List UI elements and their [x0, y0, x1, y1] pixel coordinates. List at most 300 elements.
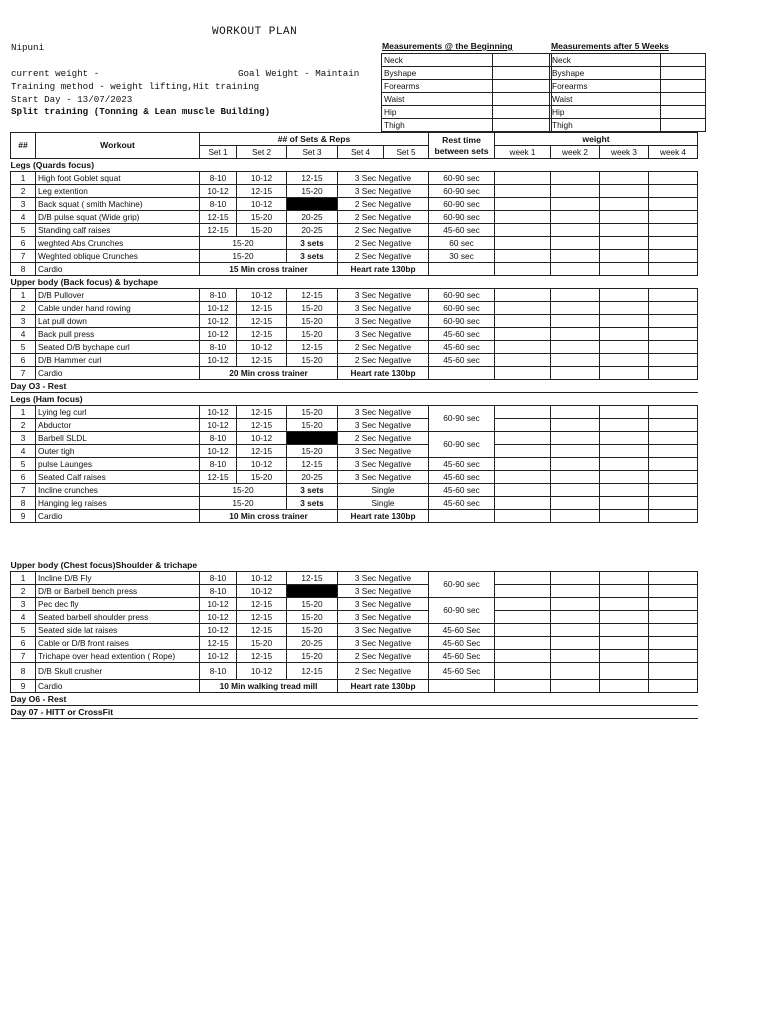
- set-2-reps: 10-12: [237, 432, 287, 445]
- set-1-reps: 8-10: [200, 341, 237, 354]
- week-3-weight: [600, 198, 649, 211]
- set-4-tempo: 2 Sec Negative: [338, 432, 429, 445]
- week-2-weight: [551, 211, 600, 224]
- week-1-weight: [495, 198, 551, 211]
- section-header-row: [11, 393, 698, 406]
- exercise-name: High foot Goblet squat: [36, 172, 200, 185]
- week-1-weight: [495, 406, 551, 419]
- exercise-number: 3: [11, 598, 36, 611]
- exercise-number: 3: [11, 198, 36, 211]
- set-4-tempo: 2 Sec Negative: [338, 211, 429, 224]
- workout-table: [10, 132, 698, 719]
- exercise-row: [11, 611, 698, 624]
- split-training: Split training (Tonning & Lean muscle Building): [11, 106, 271, 117]
- rest-day-label: Day O6 - Rest: [11, 693, 698, 706]
- set-3-reps: 15-20: [287, 611, 338, 624]
- week-2-weight: [551, 484, 600, 497]
- week-4-weight: [649, 624, 698, 637]
- exercise-row: [11, 419, 698, 432]
- week-4-weight: [649, 598, 698, 611]
- rest-time: 60-90 sec: [429, 406, 495, 432]
- week-2-weight: [551, 172, 600, 185]
- exercise-number: 1: [11, 289, 36, 302]
- set-1-reps: 10-12: [200, 302, 237, 315]
- week-1-weight: [495, 497, 551, 510]
- exercise-name: Weghted oblique Crunches: [36, 250, 200, 263]
- exercise-name: Trichape over head extention ( Rope): [36, 650, 200, 663]
- rest-time: 60-90 sec: [429, 315, 495, 328]
- set-2-reps: 12-15: [237, 354, 287, 367]
- set-4-tempo: 3 Sec Negative: [338, 419, 429, 432]
- week-4-weight: [649, 172, 698, 185]
- measure-after-value: [661, 106, 706, 119]
- week-2-weight: [551, 663, 600, 680]
- set-1-reps: 8-10: [200, 432, 237, 445]
- measure-begin-label: Hip: [382, 106, 493, 119]
- week-1-weight: [495, 419, 551, 432]
- section-title: Upper body (Chest focus)Shoulder & trichape: [11, 559, 698, 572]
- exercise-name: D/B Pullover: [36, 289, 200, 302]
- measure-after-label: Neck: [550, 54, 661, 67]
- section-title: Upper body (Back focus) & bychape: [11, 276, 698, 289]
- measure-after-value: [661, 119, 706, 132]
- week-2-weight: [551, 237, 600, 250]
- week-1-weight: [495, 185, 551, 198]
- exercise-name: Back pull press: [36, 328, 200, 341]
- exercise-row: [11, 406, 698, 419]
- week-3-weight: [600, 572, 649, 585]
- rest-day-label: Day O3 - Rest: [11, 380, 698, 393]
- set-2-reps: 10-12: [237, 289, 287, 302]
- rest-day-row: [11, 706, 698, 719]
- set-3-reps: 15-20: [287, 328, 338, 341]
- exercise-row: [11, 680, 698, 693]
- week-4-weight: [649, 185, 698, 198]
- set-1-reps: 10-12: [200, 445, 237, 458]
- set-1-reps: 10-12: [200, 185, 237, 198]
- week-2-weight: [551, 510, 600, 523]
- rest-cell: [429, 367, 495, 380]
- rest-time: 45-60 sec: [429, 458, 495, 471]
- set-2-reps: 10-12: [237, 198, 287, 211]
- measure-after-label: Byshape: [550, 67, 661, 80]
- week-1-weight: [495, 637, 551, 650]
- set-4-tempo: 3 Sec Negative: [338, 471, 429, 484]
- header-set-1: Set 1: [200, 146, 237, 159]
- exercise-row: [11, 172, 698, 185]
- week-2-weight: [551, 328, 600, 341]
- measure-after-value: [661, 80, 706, 93]
- week-2-weight: [551, 302, 600, 315]
- week-4-weight: [649, 302, 698, 315]
- training-method: Training method - weight lifting,Hit training: [11, 81, 260, 92]
- exercise-row: [11, 289, 698, 302]
- exercise-row: [11, 510, 698, 523]
- exercise-number: 2: [11, 585, 36, 598]
- set-4-tempo: 3 Sec Negative: [338, 572, 429, 585]
- week-2-weight: [551, 432, 600, 445]
- set-2-reps: 12-15: [237, 598, 287, 611]
- set-4-tempo: 3 Sec Negative: [338, 185, 429, 198]
- set-2-reps: 10-12: [237, 663, 287, 680]
- week-4-weight: [649, 341, 698, 354]
- exercise-name: Standing calf raises: [36, 224, 200, 237]
- header-set-3: Set 3: [287, 146, 338, 159]
- rest-cell: [429, 263, 495, 276]
- exercise-number: 6: [11, 354, 36, 367]
- exercise-row: [11, 237, 698, 250]
- measure-after-label: Waist: [550, 93, 661, 106]
- week-2-weight: [551, 341, 600, 354]
- set-2-reps: 15-20: [237, 211, 287, 224]
- exercise-number: 5: [11, 624, 36, 637]
- measurements-after-table: [549, 53, 706, 132]
- current-weight: current weight -: [11, 68, 100, 79]
- header-set-5: Set 5: [384, 146, 429, 159]
- rest-day-row: [11, 693, 698, 706]
- set-3-reps: 15-20: [287, 419, 338, 432]
- week-4-weight: [649, 510, 698, 523]
- exercise-name: Seated D/B bychape curl: [36, 341, 200, 354]
- measure-after-label: Hip: [550, 106, 661, 119]
- set-3-reps: 15-20: [287, 650, 338, 663]
- week-2-weight: [551, 637, 600, 650]
- week-2-weight: [551, 611, 600, 624]
- set-1-reps: 10-12: [200, 624, 237, 637]
- week-1-weight: [495, 432, 551, 445]
- measure-begin-value: [493, 67, 552, 80]
- set-2-reps: 12-15: [237, 445, 287, 458]
- rest-time: 45-60 Sec: [429, 637, 495, 650]
- rest-time: 60-90 sec: [429, 172, 495, 185]
- set-3-blocked: [287, 198, 338, 211]
- set-1-reps: 10-12: [200, 328, 237, 341]
- measure-begin-label: Waist: [382, 93, 493, 106]
- set-1-reps: 12-15: [200, 637, 237, 650]
- rest-time: 45-60 sec: [429, 497, 495, 510]
- exercise-number: 2: [11, 302, 36, 315]
- rest-day-label: Day 07 - HITT or CrossFit: [11, 706, 698, 719]
- exercise-row: [11, 354, 698, 367]
- exercise-row: [11, 471, 698, 484]
- exercise-number: 2: [11, 185, 36, 198]
- week-1-weight: [495, 510, 551, 523]
- set-4-tempo: Single: [338, 484, 429, 497]
- measure-begin-row: [382, 54, 552, 67]
- set-4-tempo: 2 Sec Negative: [338, 650, 429, 663]
- set-4-tempo: 2 Sec Negative: [338, 237, 429, 250]
- week-4-weight: [649, 497, 698, 510]
- measure-begin-value: [493, 93, 552, 106]
- rest-time: 45-60 sec: [429, 341, 495, 354]
- exercise-name: Leg extention: [36, 185, 200, 198]
- week-4-weight: [649, 406, 698, 419]
- week-2-weight: [551, 471, 600, 484]
- exercise-row: [11, 263, 698, 276]
- measure-begin-row: [382, 93, 552, 106]
- week-3-weight: [600, 367, 649, 380]
- measurements-begin-table: [381, 53, 552, 132]
- week-3-weight: [600, 419, 649, 432]
- exercise-name: Abductor: [36, 419, 200, 432]
- rest-time: 30 sec: [429, 250, 495, 263]
- set-4-tempo: 3 Sec Negative: [338, 289, 429, 302]
- exercise-name: Incline crunches: [36, 484, 200, 497]
- exercise-row: [11, 598, 698, 611]
- week-4-weight: [649, 458, 698, 471]
- set-1-reps: 8-10: [200, 198, 237, 211]
- measure-after-label: Thigh: [550, 119, 661, 132]
- set-1-reps: 8-10: [200, 585, 237, 598]
- week-3-weight: [600, 263, 649, 276]
- set-2-reps: 12-15: [237, 611, 287, 624]
- rest-time: 60-90 sec: [429, 198, 495, 211]
- exercise-number: 9: [11, 510, 36, 523]
- section-title: Legs (Ham focus): [11, 393, 698, 406]
- rest-time: 60-90 sec: [429, 185, 495, 198]
- week-3-weight: [600, 680, 649, 693]
- set-3-reps: 15-20: [287, 624, 338, 637]
- measure-after-row: [550, 54, 706, 67]
- week-4-weight: [649, 237, 698, 250]
- header-week-2: week 2: [551, 146, 600, 159]
- set-3-reps: 12-15: [287, 341, 338, 354]
- exercise-row: [11, 445, 698, 458]
- week-1-weight: [495, 367, 551, 380]
- rest-time: 45-60 sec: [429, 354, 495, 367]
- set-2-reps: 12-15: [237, 406, 287, 419]
- set-4-tempo: 2 Sec Negative: [338, 663, 429, 680]
- measure-after-row: [550, 93, 706, 106]
- week-1-weight: [495, 250, 551, 263]
- week-4-weight: [649, 198, 698, 211]
- exercise-number: 7: [11, 367, 36, 380]
- measure-begin-row: [382, 80, 552, 93]
- week-1-weight: [495, 341, 551, 354]
- rest-cell: [429, 510, 495, 523]
- set-3-reps: 15-20: [287, 598, 338, 611]
- week-3-weight: [600, 328, 649, 341]
- week-4-weight: [649, 650, 698, 663]
- week-2-weight: [551, 250, 600, 263]
- week-4-weight: [649, 663, 698, 680]
- set-4-tempo: 3 Sec Negative: [338, 172, 429, 185]
- exercise-row: [11, 302, 698, 315]
- set-4-tempo: 2 Sec Negative: [338, 250, 429, 263]
- section-header-row: [11, 559, 698, 572]
- set-3-reps: 15-20: [287, 406, 338, 419]
- exercise-row: [11, 250, 698, 263]
- set-3-reps: 15-20: [287, 185, 338, 198]
- measure-begin-label: Byshape: [382, 67, 493, 80]
- week-3-weight: [600, 624, 649, 637]
- week-2-weight: [551, 497, 600, 510]
- set-1-2-reps: 15-20: [200, 484, 287, 497]
- set-1-reps: 8-10: [200, 572, 237, 585]
- exercise-row: [11, 484, 698, 497]
- exercise-number: 6: [11, 237, 36, 250]
- week-2-weight: [551, 680, 600, 693]
- set-3-reps: 15-20: [287, 445, 338, 458]
- week-2-weight: [551, 458, 600, 471]
- week-1-weight: [495, 445, 551, 458]
- exercise-number: 1: [11, 172, 36, 185]
- week-1-weight: [495, 680, 551, 693]
- week-1-weight: [495, 650, 551, 663]
- measure-begin-value: [493, 80, 552, 93]
- exercise-name: Hanging leg raises: [36, 497, 200, 510]
- measure-after-value: [661, 93, 706, 106]
- week-4-weight: [649, 585, 698, 598]
- measure-begin-row: [382, 119, 552, 132]
- set-1-2-reps: 15-20: [200, 497, 287, 510]
- week-2-weight: [551, 354, 600, 367]
- exercise-name: Outer tigh: [36, 445, 200, 458]
- week-3-weight: [600, 341, 649, 354]
- week-4-weight: [649, 432, 698, 445]
- exercise-name: Cardio: [36, 263, 200, 276]
- week-3-weight: [600, 458, 649, 471]
- exercise-number: 3: [11, 315, 36, 328]
- set-3-blocked: [287, 585, 338, 598]
- week-1-weight: [495, 224, 551, 237]
- measure-after-row: [550, 106, 706, 119]
- exercise-number: 1: [11, 572, 36, 585]
- week-1-weight: [495, 611, 551, 624]
- set-4-tempo: 3 Sec Negative: [338, 406, 429, 419]
- measure-begin-value: [493, 119, 552, 132]
- week-3-weight: [600, 354, 649, 367]
- exercise-name: D/B Hammer curl: [36, 354, 200, 367]
- start-day: Start Day - 13/07/2023: [11, 94, 133, 105]
- week-4-weight: [649, 572, 698, 585]
- exercise-number: 5: [11, 224, 36, 237]
- week-2-weight: [551, 572, 600, 585]
- week-3-weight: [600, 611, 649, 624]
- week-4-weight: [649, 289, 698, 302]
- exercise-number: 6: [11, 471, 36, 484]
- exercise-name: Incline D/B Fly: [36, 572, 200, 585]
- set-2-reps: 10-12: [237, 585, 287, 598]
- week-4-weight: [649, 445, 698, 458]
- set-4-tempo: 3 Sec Negative: [338, 302, 429, 315]
- set-4-tempo: 3 Sec Negative: [338, 328, 429, 341]
- exercise-row: [11, 663, 698, 680]
- set-4-tempo: 3 Sec Negative: [338, 315, 429, 328]
- week-2-weight: [551, 185, 600, 198]
- rest-day-row: [11, 380, 698, 393]
- heart-rate: Heart rate 130bp: [338, 680, 429, 693]
- week-3-weight: [600, 497, 649, 510]
- set-2-reps: 15-20: [237, 471, 287, 484]
- exercise-row: [11, 458, 698, 471]
- week-4-weight: [649, 315, 698, 328]
- week-4-weight: [649, 611, 698, 624]
- measurements-after-title: Measurements after 5 Weeks: [551, 41, 669, 51]
- set-3-blocked: [287, 432, 338, 445]
- exercise-number: 6: [11, 637, 36, 650]
- set-3-reps: 3 sets: [287, 484, 338, 497]
- set-4-tempo: 2 Sec Negative: [338, 354, 429, 367]
- rest-time: 60-90 sec: [429, 302, 495, 315]
- exercise-name: Cardio: [36, 510, 200, 523]
- week-3-weight: [600, 185, 649, 198]
- measure-after-label: Forearms: [550, 80, 661, 93]
- exercise-name: Barbell SLDL: [36, 432, 200, 445]
- week-4-weight: [649, 263, 698, 276]
- measure-begin-row: [382, 67, 552, 80]
- week-3-weight: [600, 432, 649, 445]
- week-2-weight: [551, 224, 600, 237]
- exercise-number: 7: [11, 650, 36, 663]
- header-sets-reps: ## of Sets & Reps: [200, 133, 429, 146]
- cardio-detail: 10 Min walking tread mill: [200, 680, 338, 693]
- week-4-weight: [649, 471, 698, 484]
- exercise-row: [11, 497, 698, 510]
- exercise-name: Seated barbell shoulder press: [36, 611, 200, 624]
- set-1-reps: 8-10: [200, 458, 237, 471]
- exercise-name: pulse Launges: [36, 458, 200, 471]
- set-1-reps: 8-10: [200, 289, 237, 302]
- week-2-weight: [551, 198, 600, 211]
- rest-time: 60-90 sec: [429, 289, 495, 302]
- rest-time: 60-90 sec: [429, 598, 495, 624]
- week-4-weight: [649, 637, 698, 650]
- set-4-tempo: 3 Sec Negative: [338, 585, 429, 598]
- exercise-name: D/B Skull crusher: [36, 663, 200, 680]
- week-1-weight: [495, 328, 551, 341]
- set-4-tempo: 2 Sec Negative: [338, 341, 429, 354]
- set-4-tempo: 2 Sec Negative: [338, 224, 429, 237]
- set-1-2-reps: 15-20: [200, 250, 287, 263]
- set-2-reps: 10-12: [237, 172, 287, 185]
- exercise-name: Cable or D/B front raises: [36, 637, 200, 650]
- set-4-tempo: Single: [338, 497, 429, 510]
- set-1-reps: 12-15: [200, 211, 237, 224]
- set-3-reps: 20-25: [287, 471, 338, 484]
- set-1-reps: 12-15: [200, 471, 237, 484]
- set-4-tempo: 3 Sec Negative: [338, 598, 429, 611]
- set-4-tempo: 3 Sec Negative: [338, 624, 429, 637]
- week-1-weight: [495, 458, 551, 471]
- rest-time: 45-60 sec: [429, 484, 495, 497]
- exercise-number: 8: [11, 263, 36, 276]
- exercise-row: [11, 224, 698, 237]
- exercise-number: 3: [11, 432, 36, 445]
- week-2-weight: [551, 419, 600, 432]
- exercise-row: [11, 198, 698, 211]
- week-3-weight: [600, 406, 649, 419]
- exercise-name: Lat pull down: [36, 315, 200, 328]
- week-2-weight: [551, 315, 600, 328]
- week-1-weight: [495, 471, 551, 484]
- week-1-weight: [495, 663, 551, 680]
- set-3-reps: 15-20: [287, 302, 338, 315]
- set-2-reps: 12-15: [237, 185, 287, 198]
- header-week-1: week 1: [495, 146, 551, 159]
- week-3-weight: [600, 172, 649, 185]
- goal-weight: Goal Weight - Maintain: [238, 68, 360, 79]
- week-1-weight: [495, 211, 551, 224]
- exercise-number: 2: [11, 419, 36, 432]
- header-weight: weight: [495, 133, 698, 146]
- set-3-reps: 12-15: [287, 172, 338, 185]
- week-3-weight: [600, 211, 649, 224]
- set-3-reps: 15-20: [287, 354, 338, 367]
- set-1-reps: 10-12: [200, 611, 237, 624]
- exercise-name: Cardio: [36, 680, 200, 693]
- week-3-weight: [600, 637, 649, 650]
